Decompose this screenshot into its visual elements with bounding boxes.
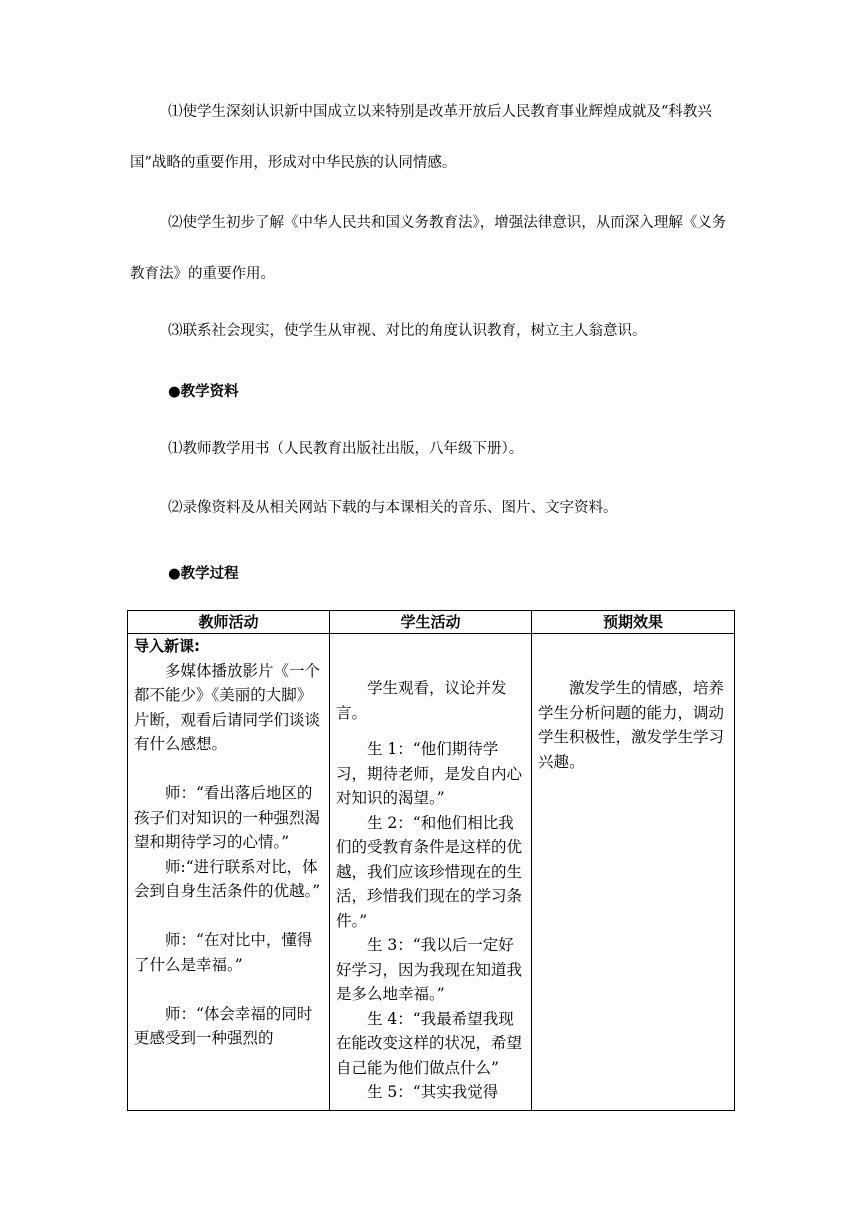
student-s3: 生 3：“我以后一定好好学习，因为我现在知道我是多么地幸福。” [336, 936, 523, 1003]
student-activity-cell [330, 634, 532, 1111]
process-heading: ●教学过程 [168, 566, 239, 582]
table-header-row [128, 611, 735, 634]
header-teacher-activity: 教师活动 [128, 611, 330, 634]
objective-1 [130, 87, 732, 189]
material-2 [130, 483, 732, 534]
student-s5: 生 5：“其实我觉得 [367, 1083, 499, 1101]
header-student-activity: 学生活动 [330, 611, 532, 634]
teacher-activity-cell [128, 634, 330, 1111]
effect-p1: 激发学生的情感，培养学生分析问题的能力，调动学生积极性，激发学生学习兴趣。 [538, 679, 725, 771]
header-expected-effect: 预期效果 [532, 611, 735, 634]
teaching-process-table [127, 610, 735, 1111]
teacher-p1: 多媒体播放影片《一个都不能少》《美丽的大脚》片断，观看后请同学们谈谈有什么感想。 [134, 661, 321, 753]
objective-1-text: ⑴使学生深刻认识新中国成立以来特别是改革开放后人民教育事业辉煌成就及“科教兴国”战略的重要作用，形成对中华民族的认同情感。 [130, 104, 712, 171]
student-s4: 生 4：“我最希望我现在能改变这样的状况，希望自己能为他们做点什么” [336, 1009, 523, 1077]
student-p1: 学生观看，议论并发言。 [336, 679, 507, 722]
teacher-p2: 师：“看出落后地区的孩子们对知识的一种强烈渴望和期待学习的心情。” [134, 784, 321, 851]
objective-2-text: ⑵使学生初步了解《中华人民共和国义务教育法》，增强法律意识，从而深入理解《义务教育法》的重要作用。 [130, 215, 727, 282]
material-1 [130, 424, 732, 475]
student-s1: 生 1：“他们期待学习，期待老师，是发自内心对知识的渴望。” [336, 740, 523, 807]
material-2-text: ⑵录像资料及从相关网站下载的与本课相关的音乐、图片、文字资料。 [168, 500, 618, 516]
materials-heading: ●教学资料 [168, 384, 239, 400]
student-s2: 生 2：“和他们相比我们的受教育条件是这样的优越，我们应该珍惜现在的生活，珍惜我们现在的学习条件。” [336, 813, 523, 930]
teacher-p5: 师：“体会幸福的同时更感受到一种强烈的 [134, 1004, 313, 1047]
expected-effect-cell [532, 634, 735, 1111]
teacher-p3: 师:“进行联系对比，体会到自身生活条件的优越。” [134, 857, 321, 900]
objective-3-text: ⑶联系社会现实，使学生从审视、对比的角度认识教育，树立主人翁意识。 [168, 323, 647, 339]
intro-title: 导入新课: [134, 637, 200, 655]
objective-2 [130, 198, 732, 300]
teacher-p4: 师：“在对比中，懂得了什么是幸福。” [134, 931, 313, 974]
objective-3 [130, 306, 732, 357]
table-row [128, 634, 735, 1111]
material-1-text: ⑴教师教学用书（人民教育出版社出版，八年级下册）。 [168, 441, 524, 457]
